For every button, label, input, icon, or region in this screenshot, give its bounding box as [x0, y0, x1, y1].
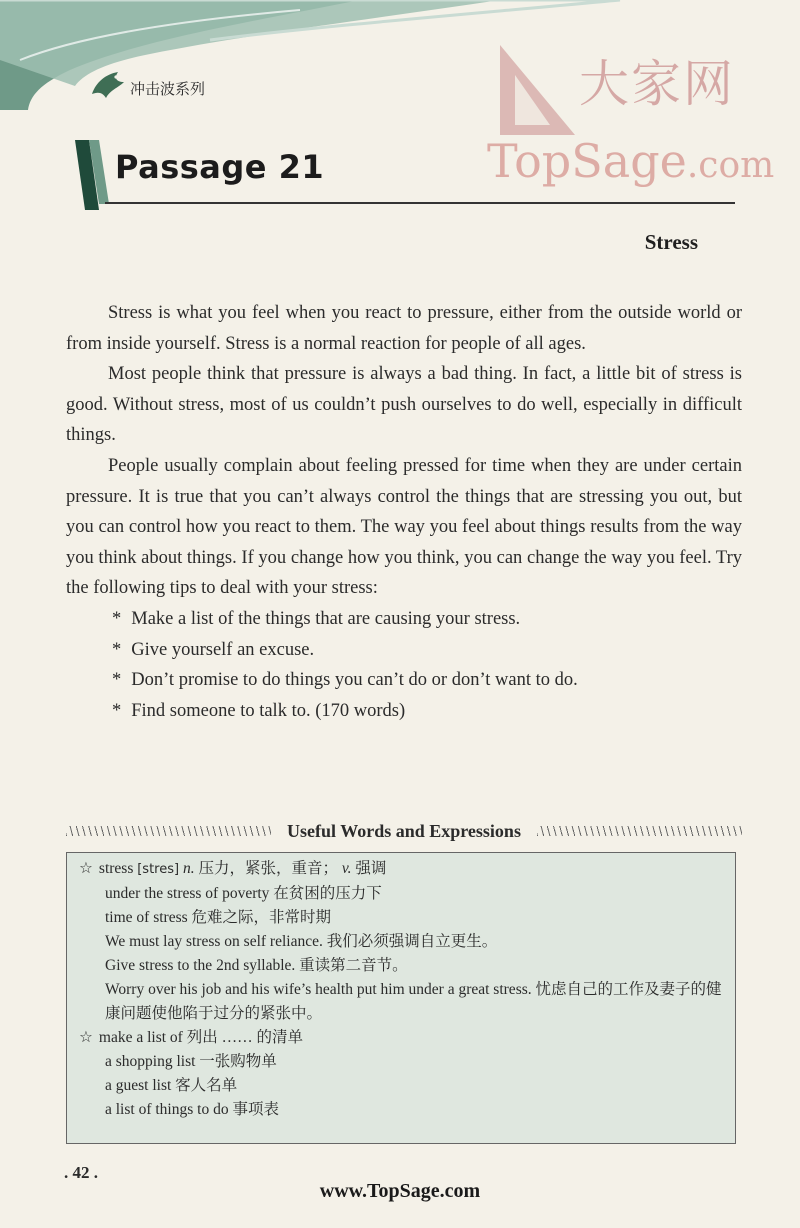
article-title: Stress [644, 230, 698, 254]
vocab-entry [79, 857, 729, 1026]
vocab-meaning: 强调 [355, 860, 387, 877]
tip-item [112, 604, 742, 635]
asterisk-bullet-icon: * [112, 639, 122, 660]
vocab-example: under the stress of poverty 在贫困的压力下 [105, 885, 382, 902]
vocab-box [66, 852, 736, 1144]
paragraph: Stress is what you feel when you react to pressure, either from the outside world or from inside yourself. Stress is a normal reaction for people of all ages. [66, 303, 742, 354]
watermark-triangle-icon [495, 40, 585, 140]
dragon-logo-icon [88, 68, 128, 102]
vocab-entry-head [79, 857, 729, 882]
tips-list [66, 604, 742, 726]
star-bullet-icon: ☆ [79, 860, 93, 877]
tip-item [112, 635, 742, 666]
vocab-example: Worry over his job and his wife’s health put him under a great stress. 忧虑自己的工作及妻子的健康问题使他陷于过分的紧张中。 [105, 981, 722, 1022]
tip-item [112, 696, 742, 727]
vocab-example: time of stress 危难之际，非常时期 [105, 909, 332, 926]
vocab-pos: v. [341, 860, 352, 877]
tip-text: Don’t promise to do things you can’t do or don’t want to do. [131, 670, 578, 691]
tip-item [112, 665, 742, 696]
vocab-example: Give stress to the 2nd syllable. 重读第二音节。 [105, 957, 408, 974]
watermark-en-suffix: .com [686, 145, 775, 186]
vocab-pos: n. [182, 860, 195, 877]
vocab-meaning: 压力，紧张，重音； [198, 860, 338, 877]
footer-url: www.TopSage.com [319, 1180, 481, 1202]
watermark-cn-text: 大家网 [579, 55, 735, 113]
vocab-example: a list of things to do 事项表 [105, 1101, 279, 1118]
paragraph: Most people think that pressure is always a bad thing. In fact, a little bit of stress is good. Without stress, most of us couldn’t push ourselves to do well, especially in difficult things. [66, 364, 742, 446]
asterisk-bullet-icon: * [112, 608, 122, 629]
article-body [66, 298, 742, 726]
vocab-word: stress [98, 860, 134, 877]
passage-title-banner [75, 140, 735, 210]
vocab-phrase: make a list of 列出 …… 的清单 [98, 1029, 303, 1046]
vocab-heading [66, 818, 742, 844]
star-bullet-icon: ☆ [79, 1029, 93, 1046]
vocab-phonetic: [stres] [137, 862, 180, 877]
banner-stripe-decoration [75, 140, 115, 210]
vocab-entry-head [79, 1026, 729, 1050]
vocab-entry [79, 1026, 729, 1122]
series-label: 冲击波系列 [130, 80, 206, 98]
tip-text: Make a list of the things that are causing your stress. [131, 608, 521, 629]
tip-text: Find someone to talk to. (170 words) [131, 700, 406, 721]
vocab-heading-text: Useful Words and Expressions [287, 820, 521, 841]
hatch-divider-right [537, 826, 742, 836]
hatch-divider-left [66, 826, 271, 836]
vocab-example: We must lay stress on self reliance. 我们必须强调自立更生。 [105, 933, 498, 950]
passage-label: Passage 21 [115, 148, 325, 186]
page-number: . 42 . [64, 1163, 98, 1182]
asterisk-bullet-icon: * [112, 700, 122, 721]
watermark-en-main: TopSage [487, 134, 687, 188]
paragraph: People usually complain about feeling pressed for time when they are under certain pressure. It is true that you can’t always control the things that are stressing you out, but you can control how you react to them. The way you feel about things results from the way you think about things. If you change how you think, you can change the way you feel. Try the following tips to deal with your stress: [66, 455, 742, 599]
tip-text: Give yourself an excuse. [131, 639, 315, 660]
vocab-example: a guest list 客人名单 [105, 1077, 238, 1094]
banner-underline [105, 202, 735, 204]
vocab-example: a shopping list 一张购物单 [105, 1053, 277, 1070]
asterisk-bullet-icon: * [112, 670, 122, 691]
